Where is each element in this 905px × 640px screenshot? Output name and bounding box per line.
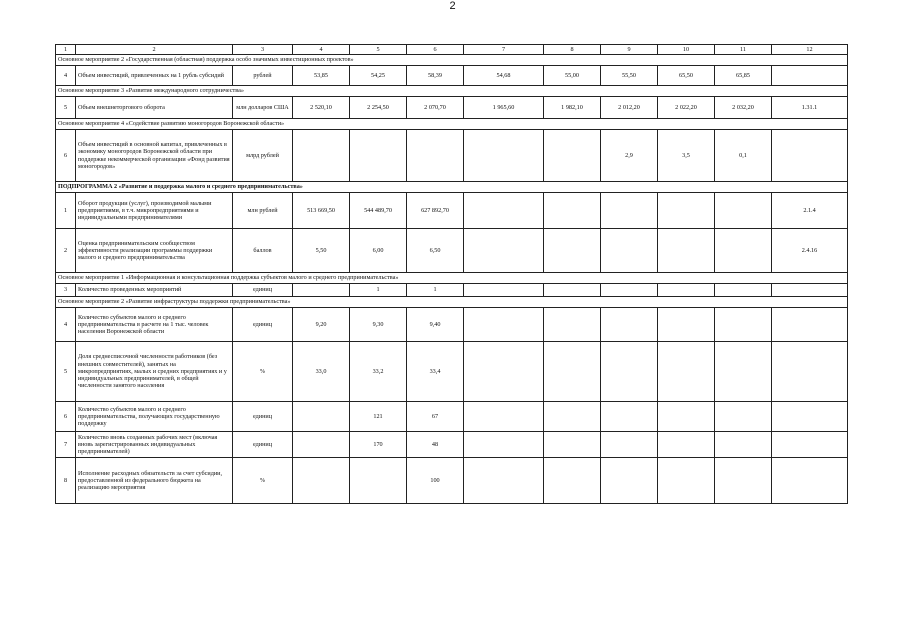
section-row [56, 273, 848, 284]
value-cell [715, 342, 772, 402]
value-cell [464, 342, 544, 402]
value-cell [464, 284, 544, 297]
value-cell [601, 458, 658, 504]
indicator-name: Количество субъектов малого и среднего предпринимательства, получающих государственную поддержку [76, 402, 233, 432]
column-header: 12 [772, 45, 848, 55]
value-cell [350, 130, 407, 182]
row-number: 6 [56, 402, 76, 432]
value-cell: 121 [350, 402, 407, 432]
value-cell: 544 489,70 [350, 193, 407, 229]
value-cell [464, 130, 544, 182]
value-cell [715, 432, 772, 458]
column-header: 2 [76, 45, 233, 55]
value-cell: 9,20 [293, 308, 350, 342]
value-cell [772, 130, 848, 182]
unit-cell: единиц [233, 284, 293, 297]
value-cell: 1 [407, 284, 464, 297]
table-row [56, 342, 848, 402]
column-header: 9 [601, 45, 658, 55]
value-cell [658, 432, 715, 458]
page-number: 2 [449, 0, 456, 12]
value-cell: 33,2 [350, 342, 407, 402]
value-cell: 2.4.16 [772, 229, 848, 273]
value-cell [715, 284, 772, 297]
row-number: 5 [56, 342, 76, 402]
value-cell: 3,5 [658, 130, 715, 182]
value-cell: 2 022,20 [658, 97, 715, 119]
column-header: 3 [233, 45, 293, 55]
row-number: 2 [56, 229, 76, 273]
column-header: 6 [407, 45, 464, 55]
value-cell [601, 284, 658, 297]
value-cell [658, 308, 715, 342]
column-header: 5 [350, 45, 407, 55]
value-cell: 1 [350, 284, 407, 297]
value-cell [715, 229, 772, 273]
value-cell: 48 [407, 432, 464, 458]
value-cell [464, 193, 544, 229]
value-cell: 2 012,20 [601, 97, 658, 119]
indicator-name: Количество вновь созданных рабочих мест (включая вновь зарегистрированных индивидуальных предпринимателей) [76, 432, 233, 458]
table-header-row [56, 45, 848, 55]
value-cell: 6,50 [407, 229, 464, 273]
value-cell: 58,39 [407, 66, 464, 86]
value-cell: 54,25 [350, 66, 407, 86]
value-cell [544, 229, 601, 273]
row-number: 4 [56, 308, 76, 342]
unit-cell: единиц [233, 402, 293, 432]
value-cell [715, 308, 772, 342]
value-cell [601, 229, 658, 273]
value-cell [658, 229, 715, 273]
value-cell: 2.1.4 [772, 193, 848, 229]
value-cell: 2 254,50 [350, 97, 407, 119]
value-cell [715, 193, 772, 229]
column-header: 10 [658, 45, 715, 55]
value-cell: 9,40 [407, 308, 464, 342]
row-number: 8 [56, 458, 76, 504]
value-cell: 6,00 [350, 229, 407, 273]
table-row [56, 66, 848, 86]
table-row [56, 308, 848, 342]
column-header: 8 [544, 45, 601, 55]
value-cell [601, 432, 658, 458]
value-cell [293, 402, 350, 432]
value-cell: 53,85 [293, 66, 350, 86]
indicator-name: Исполнение расходных обязательств за счет субсидии, предоставленной из федерального бюджета на реализацию мероприятия [76, 458, 233, 504]
row-number: 4 [56, 66, 76, 86]
value-cell [293, 458, 350, 504]
value-cell [293, 130, 350, 182]
value-cell [658, 284, 715, 297]
row-number: 6 [56, 130, 76, 182]
value-cell: 513 669,50 [293, 193, 350, 229]
unit-cell: единиц [233, 432, 293, 458]
row-number: 3 [56, 284, 76, 297]
unit-cell: млн долларов США [233, 97, 293, 119]
value-cell [601, 308, 658, 342]
indicator-name: Объем инвестиций в основной капитал, привлеченных в экономику моногородов Воронежской области при поддержке некоммерческой организации «Фонд развития моногородов» [76, 130, 233, 182]
value-cell: 627 892,70 [407, 193, 464, 229]
value-cell [544, 458, 601, 504]
value-cell: 9,30 [350, 308, 407, 342]
value-cell [772, 284, 848, 297]
value-cell [715, 458, 772, 504]
column-header: 4 [293, 45, 350, 55]
indicator-name: Объем инвестиций, привлеченных на 1 рубль субсидий [76, 66, 233, 86]
value-cell [658, 402, 715, 432]
value-cell [544, 402, 601, 432]
value-cell [601, 402, 658, 432]
section-title: Основное мероприятие 2 «Развитие инфраструктуры поддержки предпринимательства» [56, 297, 848, 308]
section-row [56, 119, 848, 130]
value-cell [544, 193, 601, 229]
section-title: Основное мероприятие 3 «Развитие международного сотрудничества» [56, 86, 848, 97]
section-row [56, 182, 848, 193]
table-row [56, 284, 848, 297]
value-cell [464, 229, 544, 273]
indicator-name: Оценка предпринимательским сообществом эффективности реализации программы поддержки малого и среднего предпринимательства [76, 229, 233, 273]
value-cell [658, 193, 715, 229]
unit-cell: % [233, 342, 293, 402]
value-cell [544, 432, 601, 458]
indicators-table [55, 44, 848, 504]
value-cell [772, 458, 848, 504]
value-cell [544, 284, 601, 297]
section-row [56, 297, 848, 308]
table-row [56, 97, 848, 119]
value-cell [407, 130, 464, 182]
unit-cell: млрд рублей [233, 130, 293, 182]
section-title: Основное мероприятие 4 «Содействие развитию моногородов Воронежской области» [56, 119, 848, 130]
indicator-name: Объем внешнеторгового оборота [76, 97, 233, 119]
value-cell [544, 342, 601, 402]
table-row [56, 402, 848, 432]
value-cell: 65,50 [658, 66, 715, 86]
row-number: 5 [56, 97, 76, 119]
value-cell [464, 308, 544, 342]
value-cell [544, 130, 601, 182]
indicator-name: Оборот продукции (услуг), производимой малыми предприятиями, в т.ч. микропредприятиями и индивидуальными предпринимателями [76, 193, 233, 229]
unit-cell: млн рублей [233, 193, 293, 229]
indicator-name: Количество проведенных мероприятий [76, 284, 233, 297]
table-row [56, 432, 848, 458]
column-header: 7 [464, 45, 544, 55]
value-cell [772, 66, 848, 86]
unit-cell: баллов [233, 229, 293, 273]
section-title: Основное мероприятие 2 «Государственная (областная) поддержка особо значимых инвестиционных проектов» [56, 55, 848, 66]
value-cell: 33,0 [293, 342, 350, 402]
value-cell: 0,1 [715, 130, 772, 182]
value-cell [293, 284, 350, 297]
value-cell [772, 308, 848, 342]
value-cell [544, 308, 601, 342]
value-cell [601, 193, 658, 229]
value-cell [658, 342, 715, 402]
table-row [56, 458, 848, 504]
value-cell [715, 402, 772, 432]
value-cell: 33,4 [407, 342, 464, 402]
value-cell [772, 342, 848, 402]
value-cell: 2,9 [601, 130, 658, 182]
section-row [56, 86, 848, 97]
value-cell: 170 [350, 432, 407, 458]
value-cell: 2 520,10 [293, 97, 350, 119]
row-number: 1 [56, 193, 76, 229]
value-cell: 67 [407, 402, 464, 432]
table-row [56, 193, 848, 229]
section-title: Основное мероприятие 1 «Информационная и консультационная поддержка субъектов малого и среднего предпринимательства» [56, 273, 848, 284]
value-cell: 1 982,10 [544, 97, 601, 119]
indicator-name: Количество субъектов малого и среднего предпринимательства в расчете на 1 тыс. человек населения Воронежской области [76, 308, 233, 342]
unit-cell: единиц [233, 308, 293, 342]
value-cell: 2 032,20 [715, 97, 772, 119]
table-row [56, 229, 848, 273]
value-cell [464, 432, 544, 458]
value-cell: 100 [407, 458, 464, 504]
value-cell: 1.31.1 [772, 97, 848, 119]
value-cell [601, 342, 658, 402]
value-cell [772, 402, 848, 432]
value-cell [464, 402, 544, 432]
value-cell [464, 458, 544, 504]
unit-cell: рублей [233, 66, 293, 86]
column-header: 1 [56, 45, 76, 55]
row-number: 7 [56, 432, 76, 458]
value-cell: 65,85 [715, 66, 772, 86]
column-header: 11 [715, 45, 772, 55]
value-cell [293, 432, 350, 458]
value-cell [350, 458, 407, 504]
section-title: ПОДПРОГРАММА 2 «Развитие и поддержка малого и среднего предпринимательства» [56, 182, 848, 193]
unit-cell: % [233, 458, 293, 504]
indicator-name: Доля среднесписочной численности работников (без внешних совместителей), занятых на микропредприятиях, малых и средних предприятиях и у индивидуальных предпринимателей, в общей численности занятого населения [76, 342, 233, 402]
value-cell: 55,50 [601, 66, 658, 86]
value-cell: 1 965,60 [464, 97, 544, 119]
table-row [56, 130, 848, 182]
section-row [56, 55, 848, 66]
value-cell: 5,50 [293, 229, 350, 273]
value-cell: 2 070,70 [407, 97, 464, 119]
value-cell: 54,68 [464, 66, 544, 86]
value-cell [658, 458, 715, 504]
value-cell: 55,00 [544, 66, 601, 86]
value-cell [772, 432, 848, 458]
